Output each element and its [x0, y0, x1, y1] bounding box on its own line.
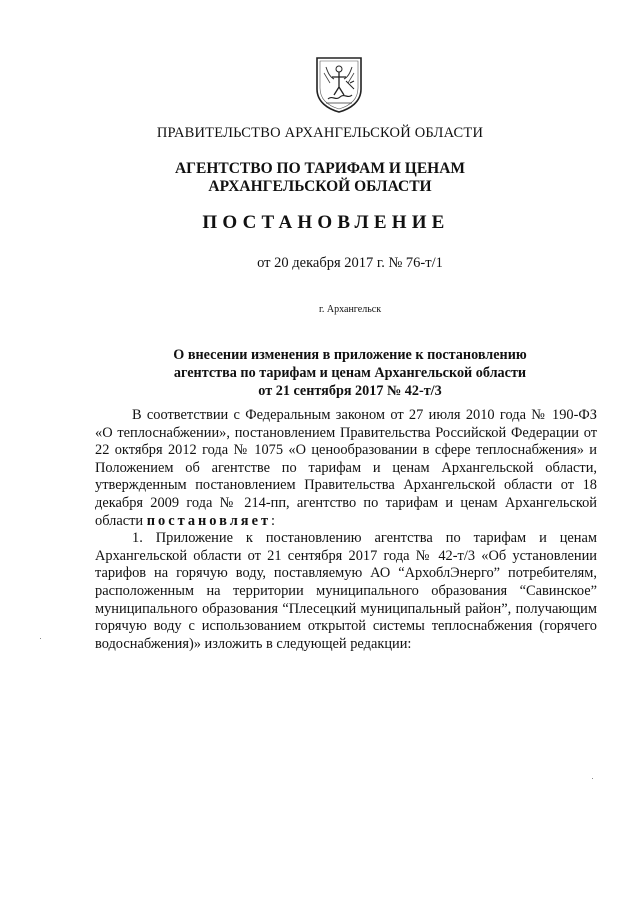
- subject-line-1: О внесении изменения в приложение к постановлению: [173, 347, 527, 363]
- document-type-title: ПОСТАНОВЛЕНИЕ: [202, 212, 450, 233]
- subject-line-2: агентства по тарифам и ценам Архангельской области: [173, 365, 527, 381]
- document-date-number: от 20 декабря 2017 г. № 76-т/1: [257, 255, 443, 271]
- document-city: г. Архангельск: [318, 304, 382, 315]
- preamble-text: В соответствии с Федеральным законом от 27 июля 2010 года № 190-ФЗ «О теплоснабжении», постановлением Правительства Российской Федерации от 22 октября 2012 года № 1075 «О ценообразовании в сфере теплоснабжения» и Положением об агентстве по тарифам и ценам Архангельской области, утвержденным постановлением Правительства Архангельской области от 18 декабря 2009 года № 214-пп, агентство по тарифам и ценам Архангельской области: [95, 407, 597, 529]
- agency-line-1: АГЕНТСТВО ПО ТАРИФАМ И ЦЕНАМ: [174, 160, 466, 177]
- preamble-end: :: [271, 512, 276, 529]
- government-name: ПРАВИТЕЛЬСТВО АРХАНГЕЛЬСКОЙ ОБЛАСТИ: [156, 125, 484, 141]
- scan-speck: [40, 638, 41, 639]
- paragraph-item-1: 1. Приложение к постановлению агентства по тарифам и ценам Архангельской области от 21 сентября 2017 года № 42-т/3 «Об установлении тарифов на горячую воду, поставляемую АО “АрхоблЭнерго” потребителям, расположенным на территории муниципального образования “Савинское” муниципального образования “Плесецкий муниципальный район”, получающим горячую воду с использованием открытой системы теплоснабжения (горячего водоснабжения)» изложить в следующей редакции:: [95, 530, 597, 652]
- scan-speck: [592, 778, 593, 779]
- decree-word: постановляет: [146, 512, 272, 529]
- document-subject: [30, 346, 640, 400]
- agency-line-2: АРХАНГЕЛЬСКОЙ ОБЛАСТИ: [208, 178, 432, 195]
- document-body: [95, 407, 597, 653]
- paragraph-preamble: [95, 407, 597, 530]
- subject-line-3: от 21 сентября 2017 № 42-т/3: [258, 383, 442, 399]
- agency-name: [0, 160, 640, 196]
- coat-of-arms-icon: [314, 55, 364, 113]
